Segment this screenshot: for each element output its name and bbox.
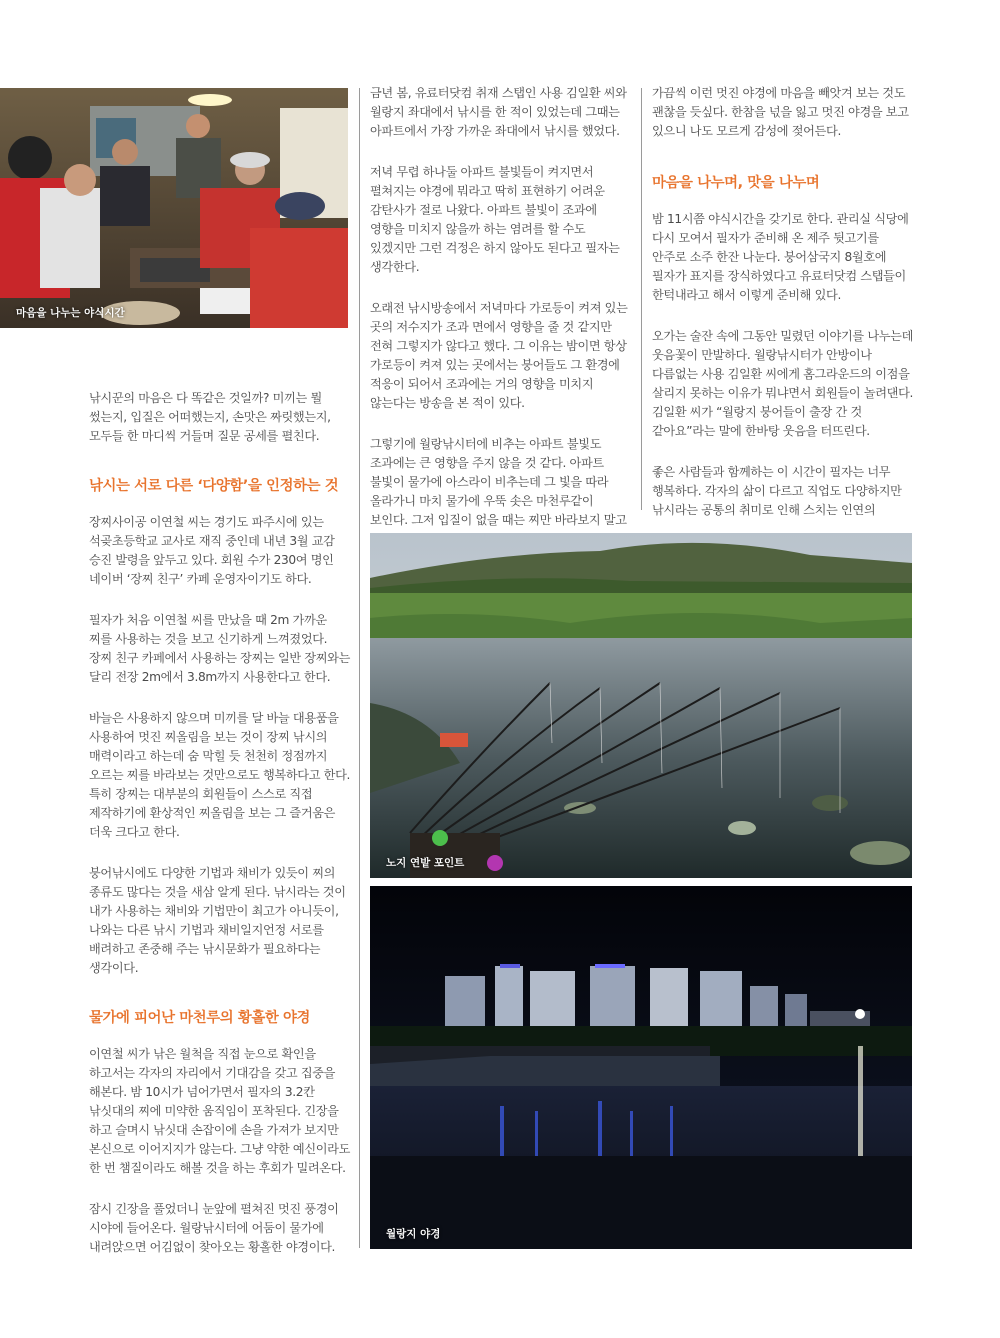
paragraph: 가끔씩 이런 멋진 야경에 마음을 빼앗겨 보는 것도 괜찮을 듯싶다. 한참을 넋을 잃고 멋진 야경을 보고 있으니 나도 모르게 감성에 젖어든다. bbox=[652, 86, 909, 138]
right-column bbox=[652, 84, 914, 520]
lotus-pond-fishing-rods-photo-icon bbox=[370, 533, 912, 878]
paragraph: 오래전 낚시방송에서 저녁마다 가로등이 켜져 있는 곳의 저수지가 조과 면에서 영향을 줄 것 같지만 전혀 그렇지가 않다고 했다. 그 이유는 밤이면 항상 가로등이 켜져 있는 곳에서는 붕어들도 그 환경에 적응이 되어서 조과에는 거의 영향을 미치지 않는다는 방송을 본 적이 있다. bbox=[370, 301, 628, 410]
column-divider bbox=[641, 88, 642, 510]
photo-caption: 월랑지 야경 bbox=[386, 1228, 441, 1240]
left-column bbox=[89, 389, 359, 1257]
paragraph: 붕어낚시에도 다양한 기법과 채비가 있듯이 찌의 종류도 많다는 것을 새삼 알게 된다. 낚시라는 것이 내가 사용하는 채비와 기법만이 최고가 아니듯이, 나와는 다른 낚시 기법과 채비일지언정 서로를 배려하고 존중해 주는 낚시문화가 필요하다는 생각이다. bbox=[89, 866, 346, 975]
photo-caption: 마음을 나누는 야식시간 bbox=[16, 307, 125, 319]
night-view-apartments-reservoir-photo-icon bbox=[370, 886, 912, 1249]
paragraph: 저녁 무렵 하나둘 아파트 불빛들이 켜지면서 펼쳐지는 야경에 뭐라고 딱히 표현하기 어려운 감탄사가 절로 나왔다. 아파트 불빛이 조과에 영향을 미치지 않을까 하는 염려를 할 수도 있겠지만 그런 걱정은 하지 않아도 된다고 필자는 생각한다. bbox=[370, 165, 620, 274]
fishing-club-dinner-photo-icon bbox=[0, 88, 348, 328]
paragraph: 잠시 긴장을 풀었더니 눈앞에 펼쳐진 멋진 풍경이 시야에 들어온다. 월랑낚시터에 어둠이 물가에 내려앉으면 어김없이 찾아오는 황홀한 야경이다. bbox=[89, 1202, 339, 1254]
paragraph: 오가는 술잔 속에 그동안 밀렸던 이야기를 나누는데 웃음꽃이 만발하다. 월랑낚시터가 안방이나 다름없는 사용 김일환 씨에게 홈그라운드의 이점을 살리지 못하는 이유가 뭐냐면서 회원들이 놀려댄다. 김일환 씨가 “월랑지 붕어들이 출장 간 것 같아요”라는 말에 한바탕 웃음을 터뜨린다. bbox=[652, 329, 914, 438]
paragraph: 필자가 처음 이연철 씨를 만났을 때 2m 가까운 찌를 사용하는 것을 보고 신기하게 느껴졌었다. 장찌 친구 카페에서 사용하는 장찌는 일반 장찌와는 달리 전장 2m에서 3.8m까지 사용한다고 한다. bbox=[89, 613, 351, 684]
section-heading: 마음을 나누며, 맛을 나누며 bbox=[652, 175, 820, 191]
night-view-photo bbox=[370, 886, 912, 1249]
dinner-photo bbox=[0, 88, 348, 328]
paragraph: 장찌사이공 이연철 씨는 경기도 파주시에 있는 석곶초등학교 교사로 재직 중인데 내년 3월 교감 승진 발령을 앞두고 있다. 회원 수가 230여 명인 네이버 ‘장찌 친구’ 카페 운영자이기도 하다. bbox=[89, 515, 335, 586]
middle-column bbox=[370, 84, 632, 530]
paragraph: 좋은 사람들과 함께하는 이 시간이 필자는 너무 행복하다. 각자의 삶이 다르고 직업도 다양하지만 낚시라는 공통의 취미로 인해 스치는 인연의 bbox=[652, 465, 902, 517]
photo-caption: 노지 연밭 포인트 bbox=[386, 857, 465, 869]
paragraph: 밤 11시쯤 야식시간을 갖기로 한다. 관리실 식당에 다시 모여서 필자가 준비해 온 제주 뒷고기를 안주로 소주 한잔 나눈다. 붕어삼국지 8월호에 필자가 표지를 장식하였다고 유료터닷컴 스탭들이 한턱내라고 해서 이렇게 준비해 있다. bbox=[652, 212, 909, 302]
intro-paragraph: 낚시꾼의 마음은 다 똑같은 것일까? 미끼는 뭘 썼는지, 입질은 어떠했는지, 손맛은 짜릿했는지, 모두들 한 마디씩 거들며 질문 공세를 펼친다. bbox=[89, 391, 331, 443]
lotus-pond-photo bbox=[370, 533, 912, 878]
paragraph: 금년 봄, 유료터닷컴 취재 스탭인 사용 김일환 씨와 월랑지 좌대에서 낚시를 한 적이 있었는데 그때는 아파트에서 가장 가까운 좌대에서 낚시를 했었다. bbox=[370, 86, 627, 138]
paragraph: 그렇기에 월랑낚시터에 비추는 아파트 불빛도 조과에는 큰 영향을 주지 않을 것 같다. 아파트 불빛이 물가에 아스라이 비추는데 그 빛을 따라 올라가니 마치 물가에 우뚝 솟은 마천루같이 보인다. 그저 입질이 없을 때는 찌만 바라보지 말고 bbox=[370, 437, 627, 527]
section-heading: 물가에 피어난 마천루의 황홀한 야경 bbox=[89, 1010, 310, 1026]
paragraph: 이연철 씨가 낚은 월척을 직접 눈으로 확인을 하고서는 각자의 자리에서 기대감을 갖고 집중을 해본다. 밤 10시가 넘어가면서 필자의 3.2칸 낚싯대의 찌에 미약한 움직임이 포착된다. 긴장을 하고 슬며시 낚싯대 손잡이에 손을 가져가 보지만 본신으로 이어지지가 않는다. 그냥 약한 예신이라도 한 번 챔질이라도 해볼 것을 하는 후회가 밀려온다. bbox=[89, 1047, 351, 1175]
paragraph: 바늘은 사용하지 않으며 미끼를 달 바늘 대용품을 사용하여 멋진 찌올림을 보는 것이 장찌 낚시의 매력이라고 하는데 숨 막힐 듯 천천히 정점까지 오르는 찌를 바라보는 것만으로도 행복하다고 한다. 특히 장찌는 대부분의 회원들이 스스로 직접 제작하기에 환상적인 찌올림을 보는 그 즐거움은 더욱 크다고 한다. bbox=[89, 711, 351, 839]
column-divider bbox=[359, 88, 360, 1248]
section-heading: 낚시는 서로 다른 ‘다양함’을 인정하는 것 bbox=[89, 478, 339, 494]
